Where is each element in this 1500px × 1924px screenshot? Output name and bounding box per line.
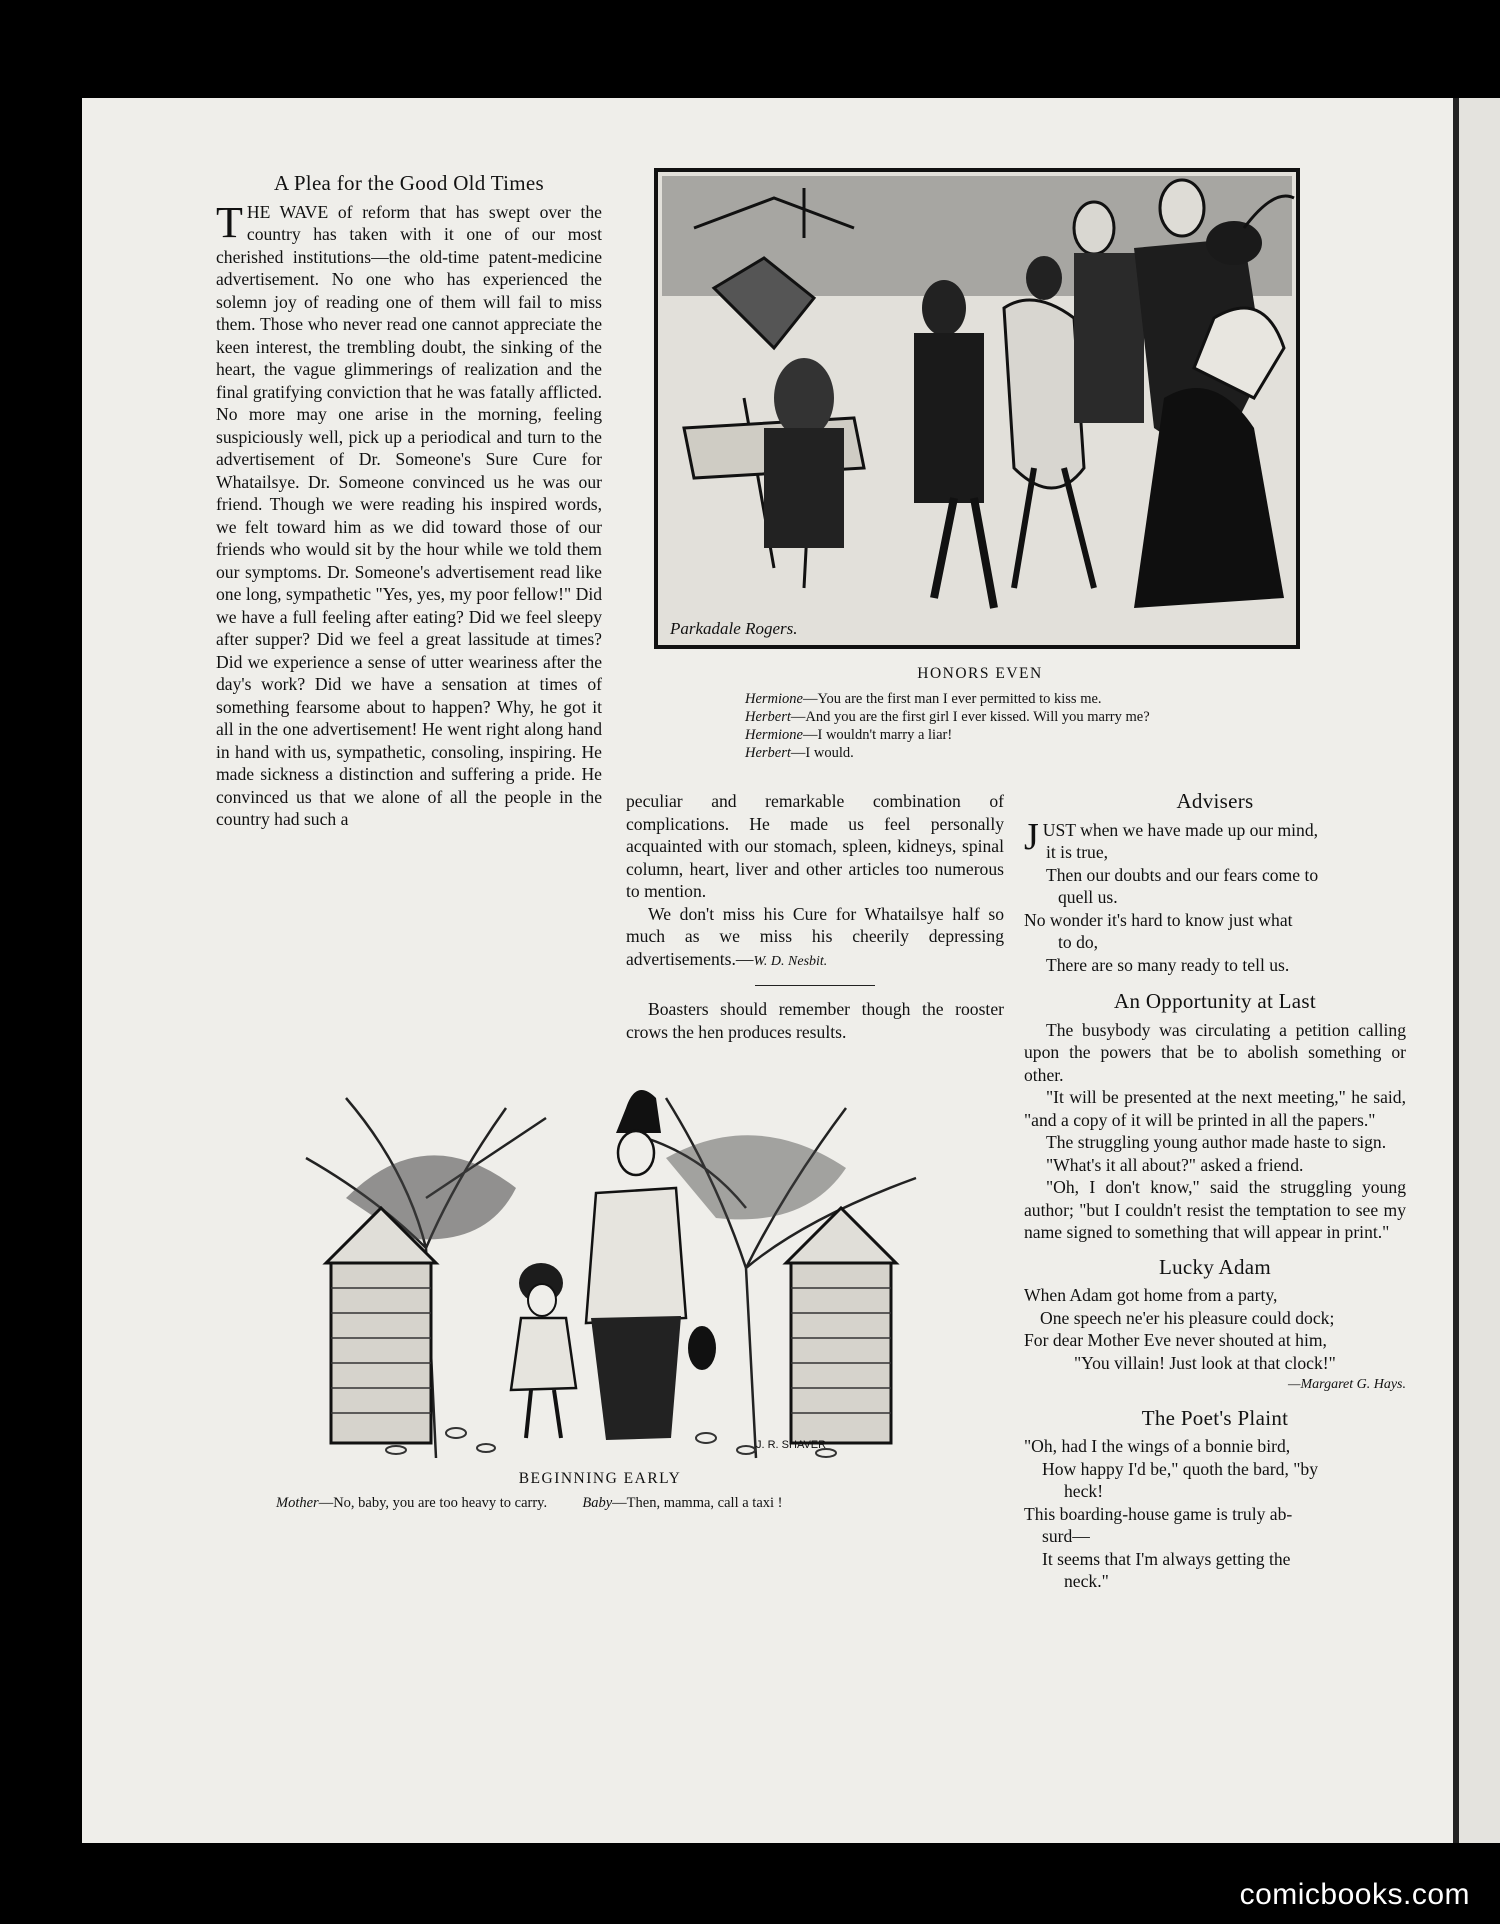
advisers-poem (1024, 815, 1406, 977)
poem-line: surd— (1042, 1526, 1090, 1546)
speaker: Hermione (745, 691, 803, 707)
line-text: —Then, mamma, call a taxi ! (612, 1495, 783, 1511)
lucky-adam-author: —Margaret G. Hays. (1288, 1377, 1406, 1392)
beginning-early-signature: J. R. SHAVER (756, 1439, 827, 1451)
plea-dropcap: T (216, 197, 243, 247)
plea-body-left: HE WAVE of reform that has swept over the country has taken with it one of our most cherished institutions—the old-time patent-medicine advertisement. No one who has experienced the solemn joy of reading one of them will fail to miss them. Those who never read one cannot appreciate the keen interest, the trembling doubt, the sinking of the heart, the vague glimmerings of realization and the final gratifying conviction that he was fatally afflicted. No more may one arise in the morning, feeling suspiciously well, pick up a periodical and turn to the advertisement of Dr. Someone's Sure Cure for Whatailsye. Dr. Someone convinced us he was our friend. Though we were reading his inspired words, we felt toward him as we did toward those of our friends who would sit by the hour while we told them our symptoms. Dr. Someone's advertisement read like one long, sympathetic "Yes, yes, my poor fellow!" Did we have a full feeling after eating? Did we feel sleepy after supper? Did we feel a great lassitude at times? Did we experience a sense of utter weariness after the day's work? Did we have a sensation at times of something fearsome about to happen? Why, he got it all in the one advertisement! He went right along hand in hand with us, sympathetic, consoling, inspiring. He made sickness a distinction and suffering a pride. He convinced us that we alone of all the people in the country had such a (216, 201, 602, 829)
line-text: —I would. (790, 745, 854, 761)
speaker: Baby (582, 1495, 613, 1511)
poem-line: UST when we have made up our mind, (1042, 819, 1319, 840)
plea-author: W. D. Nesbit. (753, 953, 828, 969)
poem-line: No wonder it's hard to know just what (1024, 909, 1293, 930)
poem-line: One speech ne'er his pleasure could dock; (1040, 1307, 1335, 1328)
honors-even-title: HONORS EVEN (917, 665, 1043, 682)
advisers-title: Advisers (1176, 789, 1254, 813)
opportunity-p5: "Oh, I don't know," said the struggling young author; "but I couldn't resist the temptation to see my name signed to something that will appear in print." (1024, 1177, 1406, 1242)
opportunity-p3: The struggling young author made haste to sign. (1046, 1132, 1387, 1152)
honors-even-caption (745, 690, 1305, 762)
lucky-adam-title: Lucky Adam (1158, 1254, 1272, 1279)
watermark: comicbooks.com (1239, 1878, 1470, 1911)
plea-title: A Plea for the Good Old Times (273, 171, 545, 195)
plea-article (216, 172, 602, 831)
beginning-early-title: BEGINNING EARLY (518, 1470, 682, 1487)
poem-line: it is true, (1046, 842, 1109, 862)
poem-line: When Adam got home from a party, (1024, 1285, 1278, 1305)
opportunity-p4: "What's it all about?" asked a friend. (1046, 1154, 1304, 1175)
divider-rule (755, 985, 875, 986)
poem-line: It seems that I'm always getting the (1042, 1548, 1291, 1569)
poem-line: There are so many ready to tell us. (1046, 954, 1290, 975)
speaker: Herbert (745, 709, 791, 725)
poem-line: Then our doubts and our fears come to (1046, 864, 1319, 885)
poets-plaint-poem (1024, 1435, 1406, 1593)
next-page-edge (1453, 98, 1500, 1843)
honors-line-4 (745, 744, 1305, 762)
plea-body-mid2: We don't miss his Cure for Whatailsye half so much as we miss his cheerily depressing advertisements.— (626, 903, 1004, 969)
honors-line-3 (745, 726, 1305, 744)
poem-line: For dear Mother Eve never shouted at him, (1024, 1330, 1327, 1350)
speaker: Hermione (745, 727, 803, 743)
beginning-early-illustration (286, 1078, 932, 1460)
poets-plaint-title: The Poet's Plaint (1141, 1405, 1289, 1430)
line-text: —You are the first man I ever permitted to kiss me. (803, 691, 1102, 707)
line-text: —And you are the first girl I ever kissed. Will you marry me? (790, 709, 1150, 725)
plea-continuation (626, 790, 1004, 1043)
speaker: Mother (276, 1495, 319, 1511)
honors-line-2 (745, 708, 1305, 726)
boasters-text: Boasters should remember though the rooster crows the hen produces results. (626, 999, 1004, 1042)
opportunity-title: An Opportunity at Last (1114, 989, 1316, 1013)
line-text: —I wouldn't marry a liar! (803, 727, 953, 743)
poem-line: to do, (1058, 932, 1099, 952)
poem-line: This boarding-house game is truly ab- (1024, 1503, 1293, 1524)
poem-line: "You villain! Just look at that clock!" (1074, 1352, 1336, 1373)
advisers-dropcap: J (1024, 815, 1039, 858)
speaker: Herbert (745, 745, 791, 761)
poem-line: neck." (1064, 1571, 1109, 1591)
poem-line: How happy I'd be," quoth the bard, "by (1042, 1458, 1319, 1479)
poem-line: quell us. (1058, 887, 1118, 907)
poem-line: "Oh, had I the wings of a bonnie bird, (1024, 1436, 1291, 1456)
plea-body-mid: peculiar and remarkable combination of complications. He made us feel personally acquainted with our stomach, spleen, kidneys, spinal column, heart, liver and other articles too numerous to mention. (626, 791, 1004, 901)
opportunity-p1: The busybody was circulating a petition calling upon the powers that be to abolish something or other. (1024, 1019, 1406, 1085)
honors-even-signature: Parkadale Rogers. (670, 619, 798, 638)
beginning-early-caption (276, 1494, 956, 1512)
right-column (1024, 790, 1406, 1593)
line-text: —No, baby, you are too heavy to carry. (318, 1495, 548, 1511)
poem-line: heck! (1064, 1481, 1104, 1501)
lucky-adam-poem (1024, 1284, 1406, 1397)
opportunity-p2: "It will be presented at the next meeting," he said, "and a copy of it will be printed in all the papers." (1024, 1087, 1406, 1130)
honors-even-illustration (654, 168, 1300, 649)
honors-line-1 (745, 690, 1305, 708)
